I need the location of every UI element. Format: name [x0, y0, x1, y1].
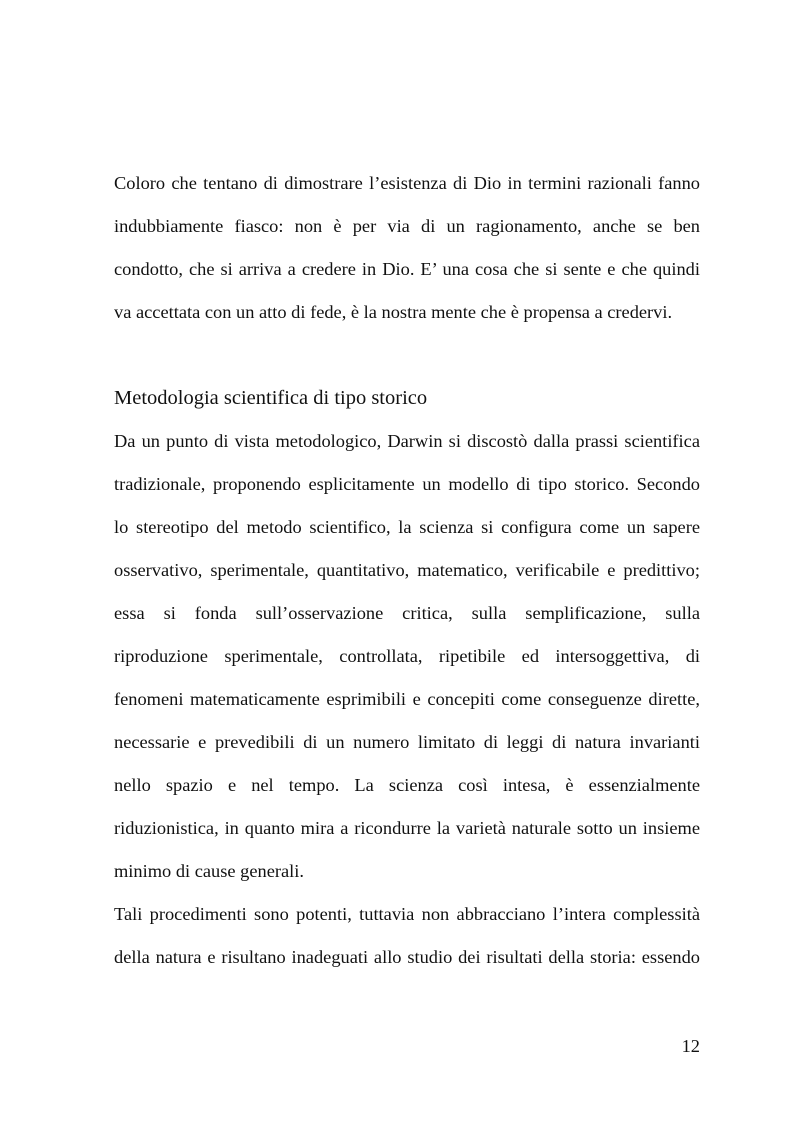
paragraph-procedures	[114, 899, 700, 985]
page-number: 12	[681, 1036, 700, 1056]
text-line: essa si fonda sull’osservazione critica, sulla semplificazione, sulla	[114, 603, 700, 623]
text-line: osservativo, sperimentale, quantitativo, matematico, verificabile e predittivo;	[114, 560, 700, 580]
text-line: riduzionistica, in quanto mira a ricondurre la varietà naturale sotto un insieme	[114, 818, 700, 838]
text-line: nello spazio e nel tempo. La scienza così intesa, è essenzialmente	[114, 775, 700, 795]
text-line: lo stereotipo del metodo scientifico, la scienza si configura come un sapere	[114, 517, 700, 537]
section-spacer	[114, 340, 700, 383]
text-line: Da un punto di vista metodologico, Darwin si discostò dalla prassi scientifica	[114, 431, 700, 451]
text-line: condotto, che si arriva a credere in Dio. E’ una cosa che si sente e che quindi	[114, 259, 700, 279]
text-line: riproduzione sperimentale, controllata, ripetibile ed intersoggettiva, di	[114, 646, 700, 666]
text-line: indubbiamente fiasco: non è per via di un ragionamento, anche se ben	[114, 216, 700, 236]
paragraph-faith	[114, 168, 700, 340]
paragraph-methodology	[114, 426, 700, 899]
text-line: Coloro che tentano di dimostrare l’esistenza di Dio in termini razionali fanno	[114, 173, 700, 193]
text-line: tradizionale, proponendo esplicitamente un modello di tipo storico. Secondo	[114, 474, 700, 494]
page-body	[114, 168, 700, 985]
text-line: fenomeni matematicamente esprimibili e concepiti come conseguenze dirette,	[114, 689, 700, 709]
text-line: Tali procedimenti sono potenti, tuttavia non abbracciano l’intera complessità	[114, 904, 700, 924]
text-line: della natura e risultano inadeguati allo studio dei risultati della storia: essendo	[114, 947, 700, 967]
text-line: va accettata con un atto di fede, è la nostra mente che è propensa a credervi.	[114, 302, 673, 322]
text-line: necessarie e prevedibili di un numero limitato di leggi di natura invarianti	[114, 732, 700, 752]
text-line: minimo di cause generali.	[114, 861, 304, 881]
section-heading: Metodologia scientifica di tipo storico	[114, 387, 428, 409]
